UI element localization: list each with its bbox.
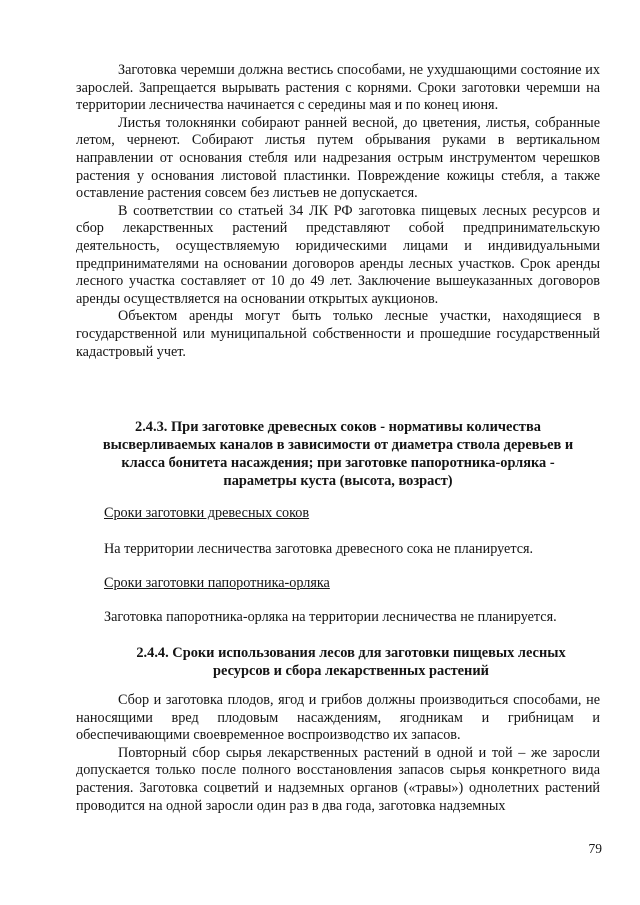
text-fern-not-planned: Заготовка папоротника-орляка на территории лесничества не планируется. <box>104 609 557 625</box>
intro-text-block <box>76 62 600 361</box>
paragraph-toloknyanka: Листья толокнянки собирают ранней весной, до цветения, листья, собранные летом, чернеют. Собирают листья путем обрывания руками в вертикальном направлении от основания стебля или надрезания острым инструментом черешков растения у основания листовой пластинки. Повреждение кожицы стебля, а также оставление растения совсем без листьев не допускается. <box>76 114 600 202</box>
paragraph-fruit-berries: Сбор и заготовка плодов, ягод и грибов должны производиться способами, не наносящими вред плодовым насаждениям, ягодникам и грибницам и обеспечивающими своевременное воспроизводство их запасов. <box>76 692 600 744</box>
section-heading-2-4-4: 2.4.4. Сроки использования лесов для заготовки пищевых лесных ресурсов и сбора лекарственных растений <box>136 645 566 679</box>
paragraph-repeat-collection: Повторный сбор сырья лекарственных растений в одной и той – же заросли допускается только после полного восстановления запасов сырья конкретного вида растения. Заготовка соцветий и надземных органов («травы») однолетних растений проводится на одной заросли один раз в два года, заготовка надземных <box>76 744 600 814</box>
text-sap-not-planned: На территории лесничества заготовка древесного сока не планируется. <box>104 541 534 557</box>
paragraph-cheremsha: Заготовка черемши должна вестись способами, не ухудшающими состояние их зарослей. Запрещается вырывать растения с корнями. Сроки заготовки черемши на территории лесничества начинается с середины мая и по конец июня. <box>76 62 600 114</box>
page-number: 79 <box>588 841 602 856</box>
subheading-fern-terms: Сроки заготовки папоротника-орляка <box>104 575 330 591</box>
section-heading-2-4-3: 2.4.3. При заготовке древесных соков - нормативы количества высверливаемых каналов в зависимости от диаметра ствола деревьев и класса бонитета насаждения; при заготовке папоротника-орляка - параметры куста (высота, возраст) <box>102 419 574 489</box>
subheading-sap-terms: Сроки заготовки древесных соков <box>104 505 310 521</box>
paragraph-article-34: В соответствии со статьей 34 ЛК РФ заготовка пищевых лесных ресурсов и сбор лекарственных растений представляют собой предпринимательскую деятельность, осуществляемую юридическими лицами и индивидуальными предпринимателями на основании договоров аренды лесных участков. Срок аренды лесного участка составляет от 10 до 49 лет. Заключение вышеуказанных договоров аренды осуществляется на основании открытых аукционов. <box>76 202 600 307</box>
section-2-4-4-body <box>76 692 600 815</box>
paragraph-lease-object: Объектом аренды могут быть только лесные участки, находящиеся в государственной или муниципальной собственности и прошедшие государственный кадастровый учет. <box>76 308 600 360</box>
